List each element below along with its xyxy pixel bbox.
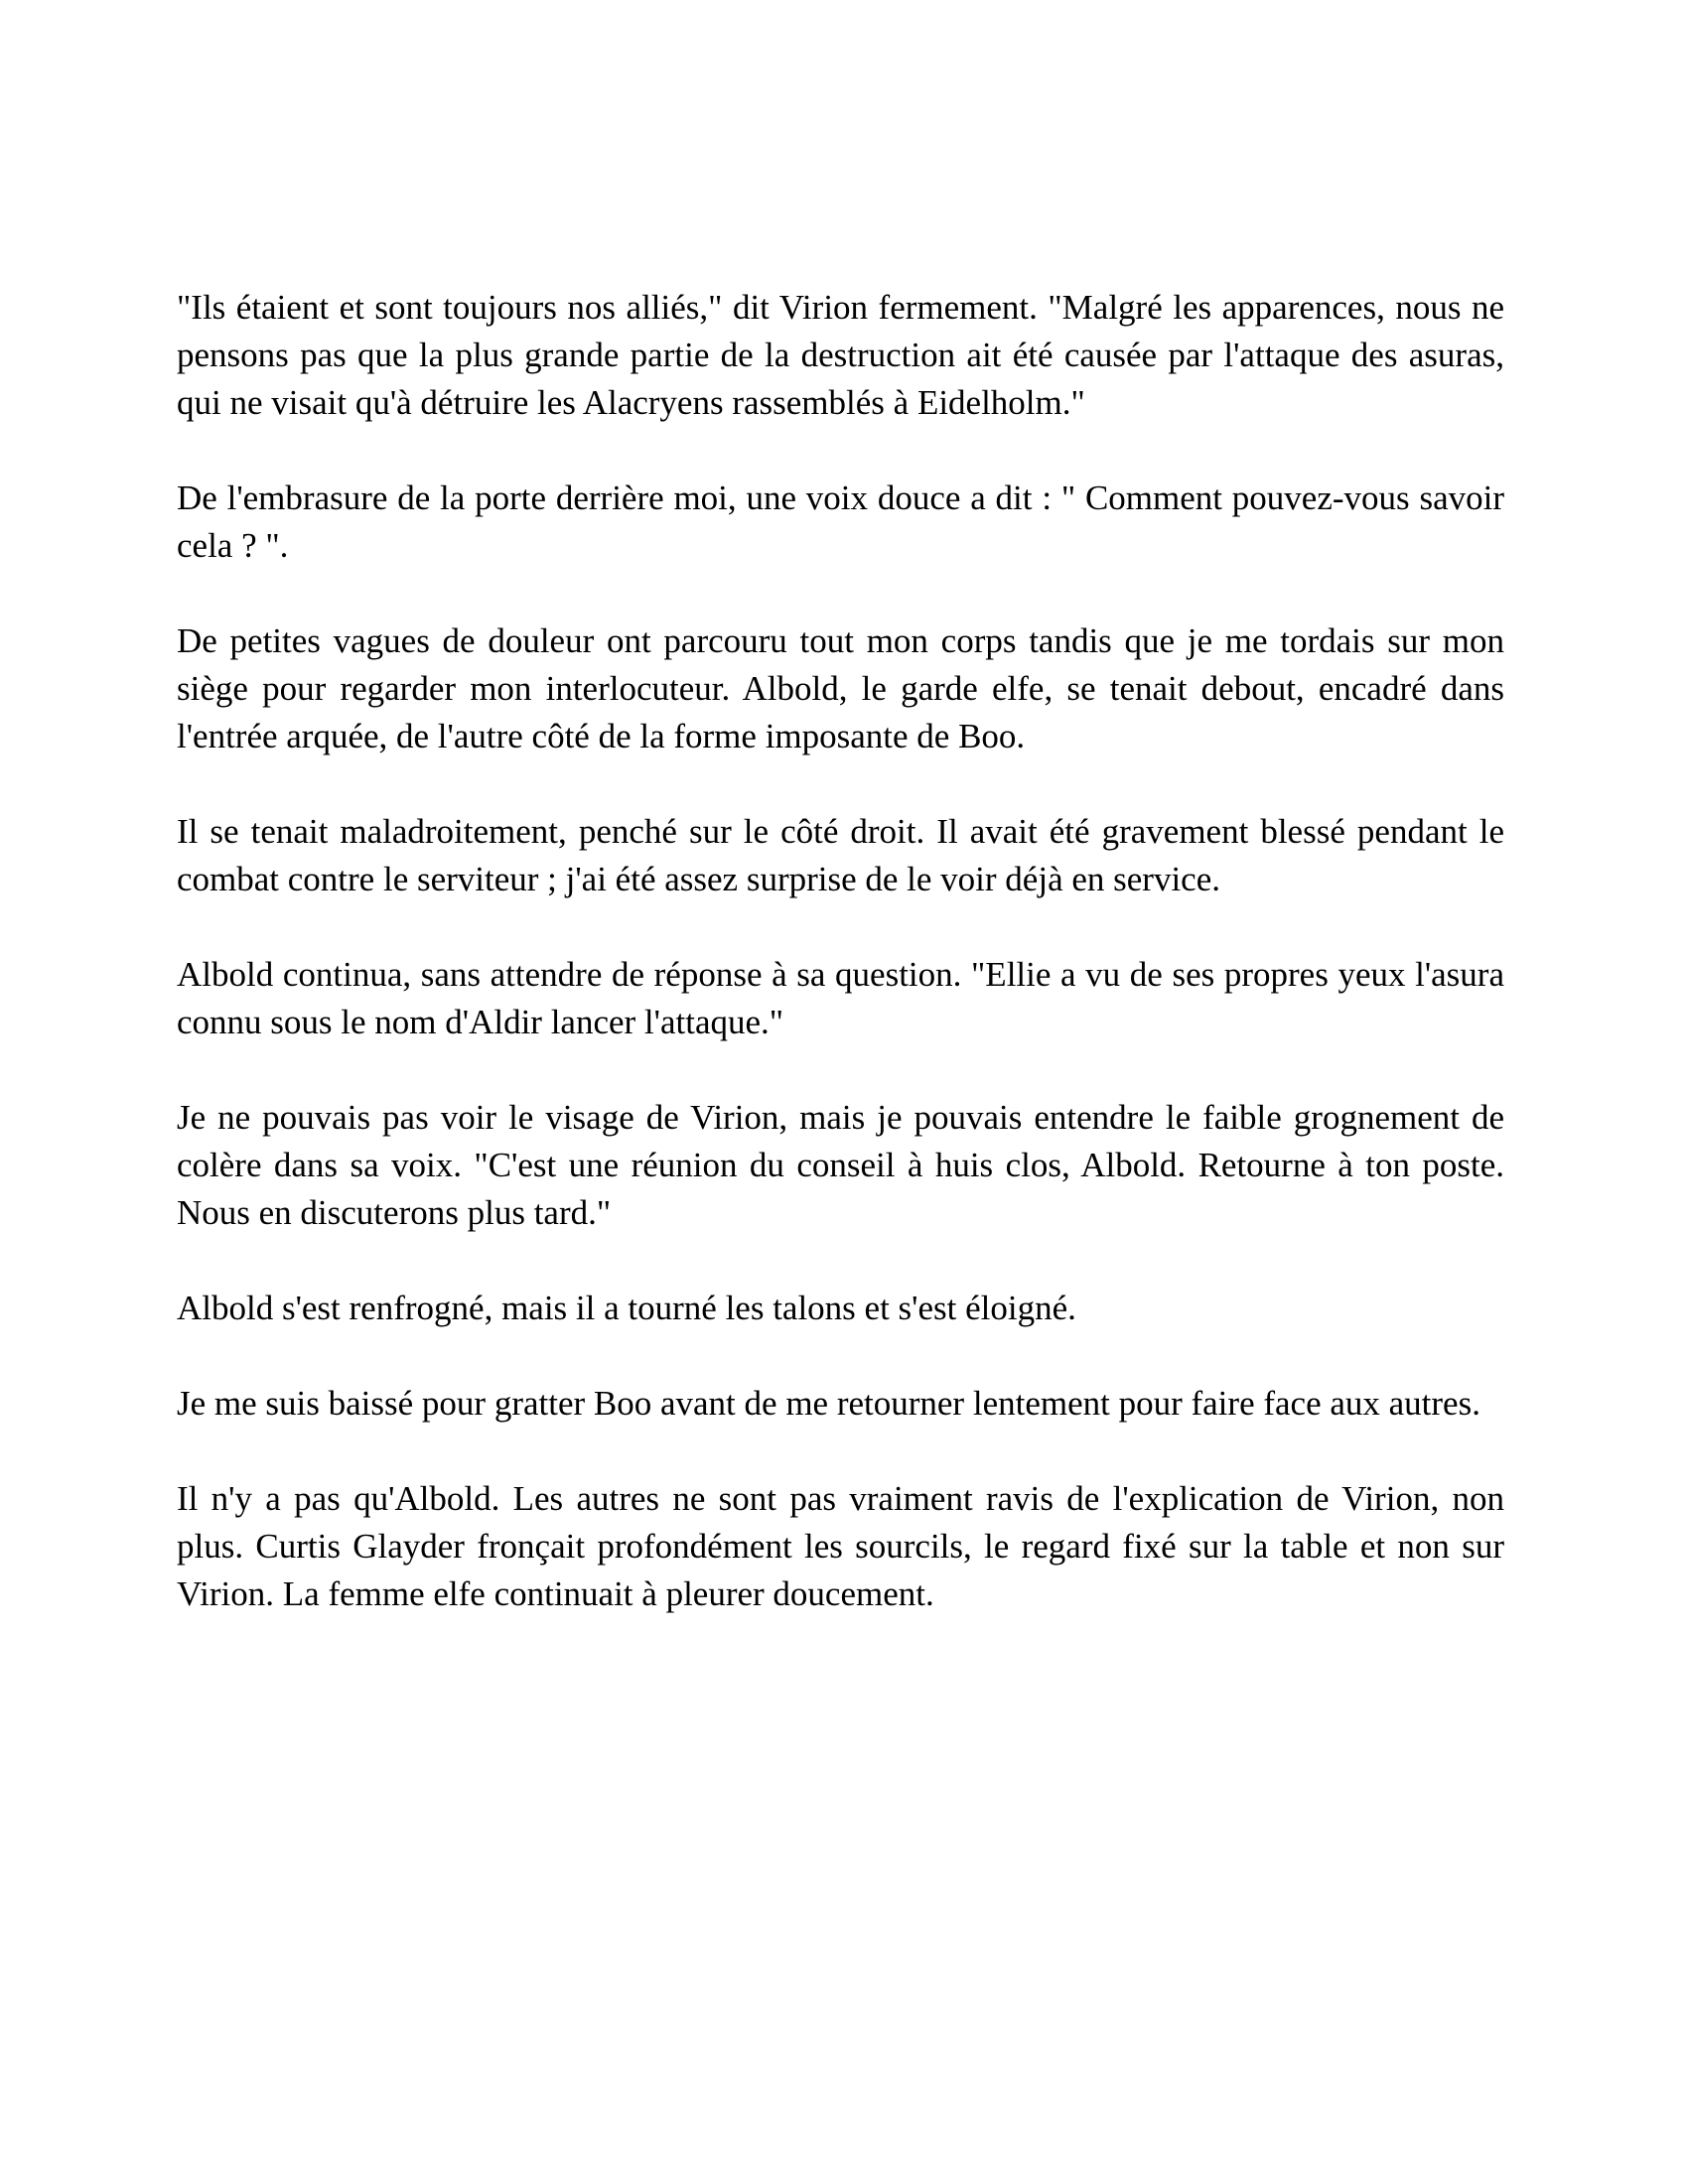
paragraph-1: "Ils étaient et sont toujours nos alliés," dit Virion fermement. "Malgré les apparences, nous ne pensons pas que la plus grande partie de la destruction ait été causée par l'attaque des asuras, qui ne visait qu'à détruire les Alacryens rassemblés à Eidelholm." — [177, 288, 1504, 422]
paragraph-2: De l'embrasure de la porte derrière moi, une voix douce a dit : " Comment pouvez-vous savoir cela ? ". — [177, 478, 1504, 565]
paragraph-8: Je me suis baissé pour gratter Boo avant de me retourner lentement pour faire face aux autres. — [177, 1384, 1480, 1423]
paragraph-7: Albold s'est renfrogné, mais il a tourné les talons et s'est éloigné. — [177, 1289, 1076, 1327]
paragraph-3: De petites vagues de douleur ont parcouru tout mon corps tandis que je me tordais sur mon siège pour regarder mon interlocuteur. Albold, le garde elfe, se tenait debout, encadré dans l'entrée arquée, de l'autre côté de la forme imposante de Boo. — [177, 621, 1504, 755]
paragraph-9: Il n'y a pas qu'Albold. Les autres ne sont pas vraiment ravis de l'explication de Virion, non plus. Curtis Glayder fronçait profondément les sourcils, le regard fixé sur la table et non sur Virion. La femme elfe continuait à pleurer doucement. — [177, 1479, 1504, 1613]
paragraph-6: Je ne pouvais pas voir le visage de Virion, mais je pouvais entendre le faible grognement de colère dans sa voix. "C'est une réunion du conseil à huis clos, Albold. Retourne à ton poste. Nous en discuterons plus tard." — [177, 1098, 1504, 1232]
paragraph-5: Albold continua, sans attendre de réponse à sa question. "Ellie a vu de ses propres yeux l'asura connu sous le nom d'Aldir lancer l'attaque." — [177, 955, 1504, 1041]
paragraph-4: Il se tenait maladroitement, penché sur le côté droit. Il avait été gravement blessé pendant le combat contre le serviteur ; j'ai été assez surprise de le voir déjà en service. — [177, 812, 1504, 898]
